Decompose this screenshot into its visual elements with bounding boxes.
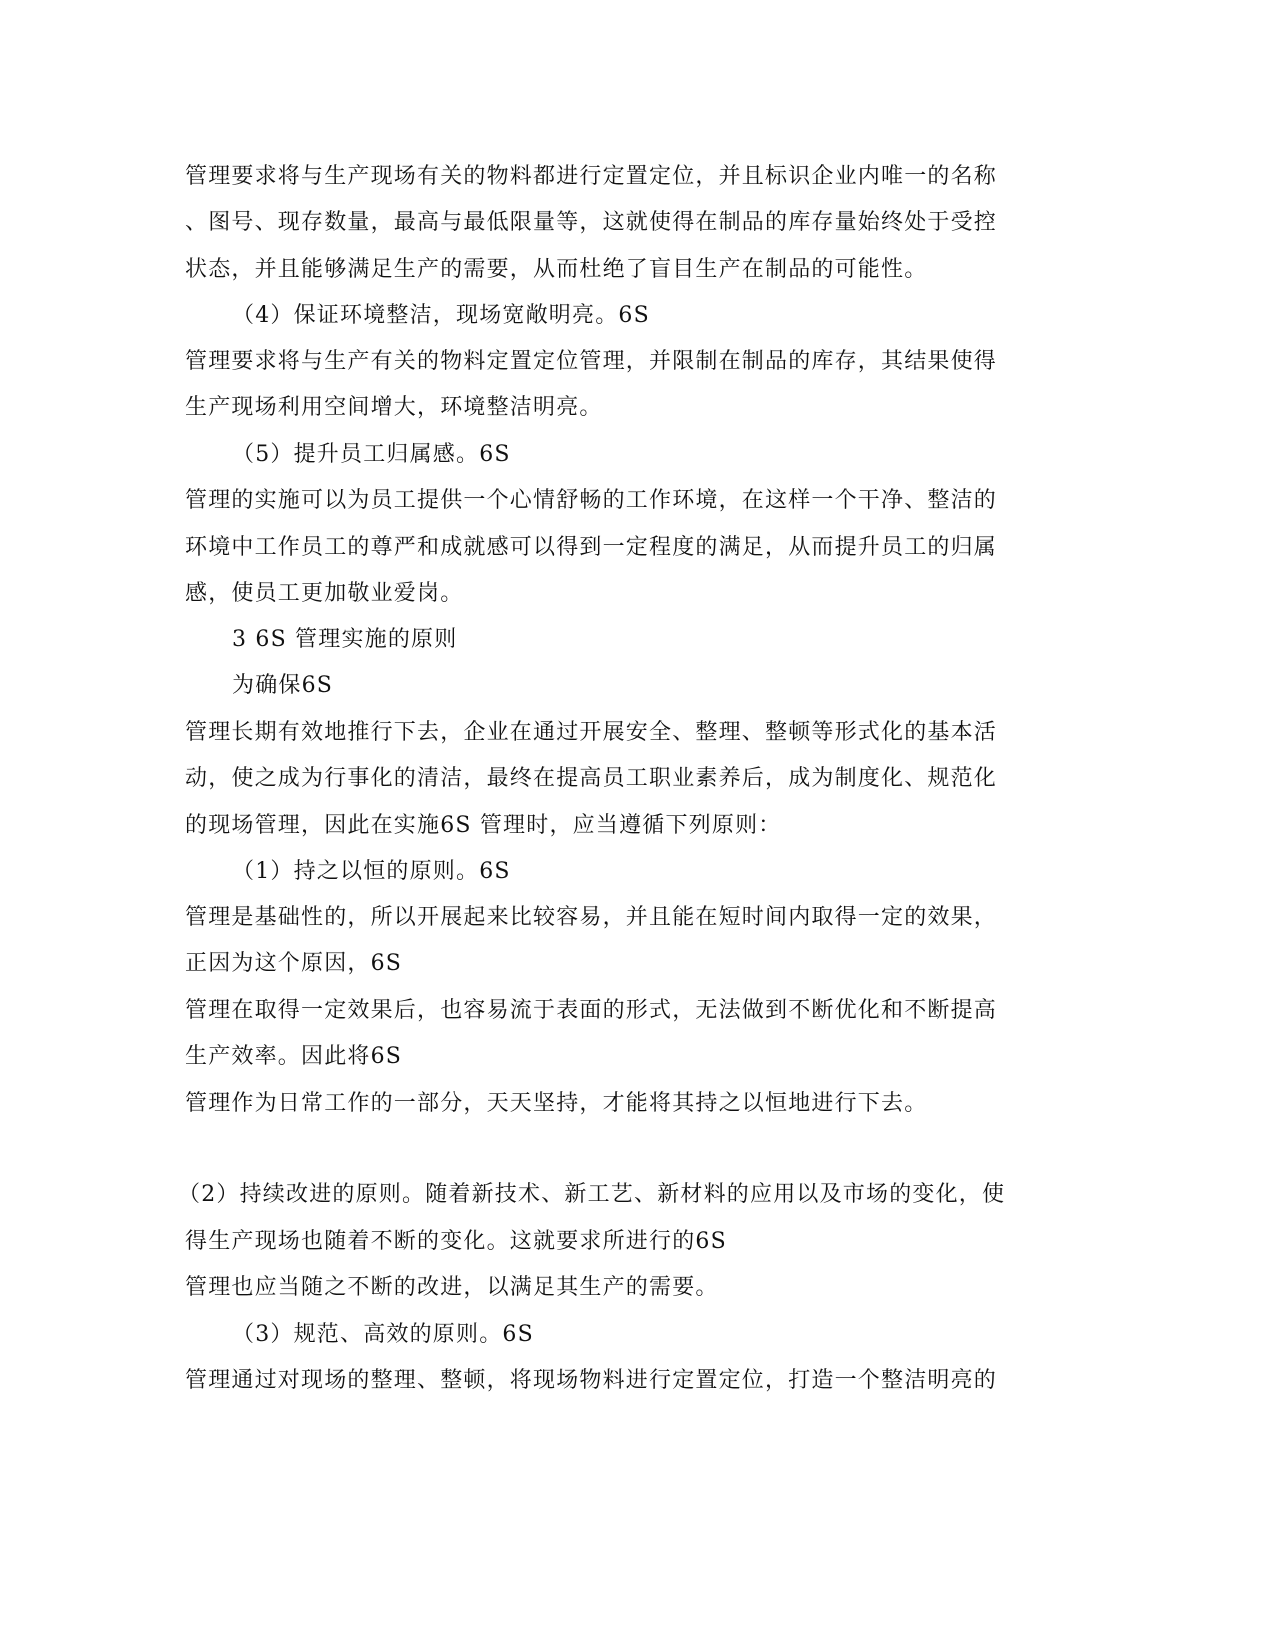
- text-line: 环境中工作员工的尊严和成就感可以得到一定程度的满足，从而提升员工的归属: [185, 535, 998, 560]
- text-line: 得生产现场也随着不断的变化。这就要求所进行的6S: [185, 1229, 727, 1254]
- text-line: 、图号、现存数量，最高与最低限量等，这就使得在制品的库存量始终处于受控: [185, 210, 998, 235]
- text-line: 为确保6S: [232, 673, 334, 698]
- text-line: 的现场管理，因此在实施6S 管理时，应当遵循下列原则：: [185, 813, 782, 838]
- text-line: 管理是基础性的，所以开展起来比较容易，并且能在短时间内取得一定的效果，: [185, 905, 998, 930]
- section-heading: 3 6S 管理实施的原则: [232, 627, 458, 652]
- text-line: 状态，并且能够满足生产的需要，从而杜绝了盲目生产在制品的可能性。: [185, 257, 928, 282]
- text-line: 感，使员工更加敬业爱岗。: [185, 581, 464, 606]
- text-line: 动，使之成为行事化的清洁，最终在提高员工职业素养后，成为制度化、规范化: [185, 766, 998, 791]
- list-item-heading: （3）规范、高效的原则。6S: [232, 1322, 534, 1347]
- text-line: 管理长期有效地推行下去，企业在通过开展安全、整理、整顿等形式化的基本活: [185, 720, 998, 745]
- text-line: 管理作为日常工作的一部分，天天坚持，才能将其持之以恒地进行下去。: [185, 1091, 928, 1116]
- text-line: 管理要求将与生产现场有关的物料都进行定置定位，并且标识企业内唯一的名称: [185, 164, 998, 189]
- text-line: 正因为这个原因，6S: [185, 951, 403, 976]
- text-line: 管理也应当随之不断的改进，以满足其生产的需要。: [185, 1275, 719, 1300]
- list-item-heading: （2）持续改进的原则。随着新技术、新工艺、新材料的应用以及市场的变化，使: [178, 1182, 1006, 1207]
- text-line: 管理在取得一定效果后，也容易流于表面的形式，无法做到不断优化和不断提高: [185, 998, 998, 1023]
- text-line: 管理通过对现场的整理、整顿，将现场物料进行定置定位，打造一个整洁明亮的: [185, 1368, 998, 1393]
- list-item-heading: （5）提升员工归属感。6S: [232, 442, 511, 467]
- text-line: 管理要求将与生产有关的物料定置定位管理，并限制在制品的库存，其结果使得: [185, 349, 998, 374]
- text-line: 生产现场利用空间增大，环境整洁明亮。: [185, 395, 603, 420]
- text-line: 管理的实施可以为员工提供一个心情舒畅的工作环境，在这样一个干净、整洁的: [185, 488, 998, 513]
- list-item-heading: （4）保证环境整洁，现场宽敞明亮。6S: [232, 303, 650, 328]
- list-item-heading: （1）持之以恒的原则。6S: [232, 859, 511, 884]
- text-line: 生产效率。因此将6S: [185, 1044, 403, 1069]
